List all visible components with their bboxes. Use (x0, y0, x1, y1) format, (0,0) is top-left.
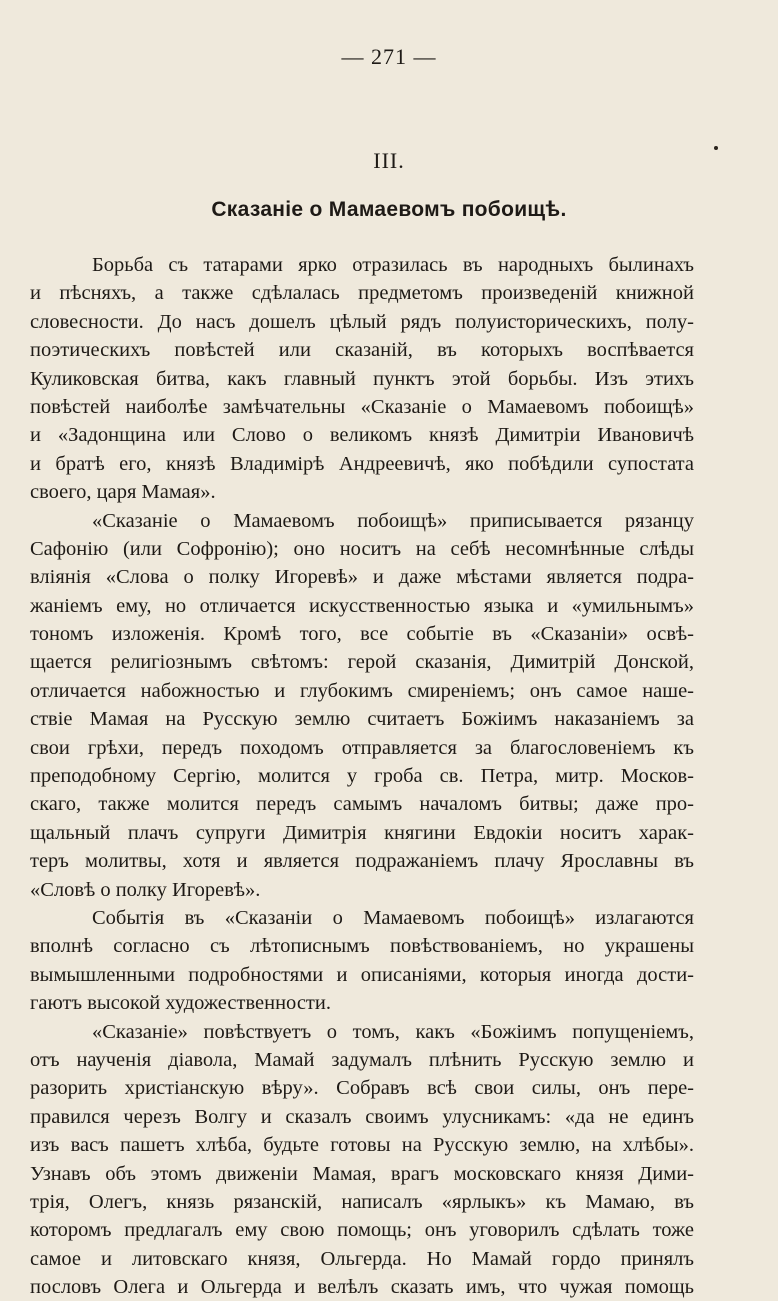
text-line: отличается набожностью и глубокимъ смиреніемъ; онъ самое наше- (30, 679, 694, 702)
text-line: щается религіознымъ свѣтомъ: герой сказанія, Димитрій Донской, (30, 651, 694, 674)
text-line: вымышленными подробностями и описаніями, которыя иногда дости- (30, 963, 694, 986)
text-line: скаго, также молится передъ самымъ началомъ битвы; даже про- (30, 793, 694, 816)
text-line: отъ наученія діавола, Мамай задумалъ плѣнить Русскую землю и (30, 1048, 694, 1071)
text-line: поэтическихъ повѣстей или сказаній, въ которыхъ воспѣвается (30, 339, 694, 362)
text-line: изъ васъ пашетъ хлѣба, будьте готовы на Русскую землю, на хлѣбы». (30, 1134, 694, 1157)
text-line: трія, Олегъ, князь рязанскій, написалъ «ярлыкъ» къ Мамаю, въ (30, 1190, 694, 1213)
text-line: словесности. До насъ дошелъ цѣлый рядъ полуисторическихъ, полу- (30, 310, 694, 333)
chapter-title: Сказаніе о Мамаевомъ побоищѣ. (211, 198, 567, 221)
text-line: самое и литовскаго князя, Ольгерда. Но Мамай гордо принялъ (30, 1247, 694, 1270)
text-line: ствіе Мамая на Русскую землю считаетъ Божіимъ наказаніемъ за (30, 708, 694, 731)
text-line: Узнавъ объ этомъ движеніи Мамая, врагъ московскаго князя Дими- (30, 1162, 694, 1185)
body-text (30, 251, 694, 1301)
text-line: теръ молитвы, хотя и является подражаніемъ плачу Ярославны въ (30, 850, 694, 873)
text-line: тономъ изложенія. Кромѣ того, все событіе въ «Сказаніи» освѣ- (30, 623, 694, 646)
text-line: и пѣсняхъ, а также сдѣлалась предметомъ произведеній книжной (30, 282, 694, 305)
text-line: свои грѣхи, передъ походомъ отправляется за благословеніемъ къ (30, 736, 694, 759)
text-line: и братѣ его, князѣ Владимірѣ Андреевичѣ, яко побѣдили супостата (30, 452, 694, 475)
text-line: гаютъ высокой художественности. (30, 992, 331, 1015)
text-line: жаніемъ ему, но отличается искусственностью языка и «умильнымъ» (30, 594, 694, 617)
text-line: пословъ Олега и Ольгерда и велѣлъ сказать имъ, что чужая помощь (30, 1276, 694, 1299)
text-line: которомъ предлагалъ ему свою помощь; онъ уговорилъ сдѣлать тоже (30, 1219, 694, 1242)
text-line: «Словѣ о полку Игоревѣ». (30, 878, 261, 901)
text-line: Борьба съ татарами ярко отразилась въ народныхъ былинахъ (92, 254, 694, 276)
text-line: «Сказаніе» повѣствуетъ о томъ, какъ «Божіимъ попущеніемъ, (92, 1020, 694, 1043)
text-line: повѣстей наиболѣе замѣчательны «Сказаніе о Мамаевомъ побоищѣ» (30, 395, 694, 418)
text-line: «Сказаніе о Мамаевомъ побоищѣ» приписывается рязанцу (92, 509, 694, 532)
ink-speck (714, 146, 718, 150)
text-line: вполнѣ согласно съ лѣтописнымъ повѣствованіемъ, но украшены (30, 935, 694, 958)
text-line: Куликовская битва, какъ главный пунктъ этой борьбы. Изъ этихъ (30, 367, 694, 390)
text-line: щальный плачъ супруги Димитрія княгини Евдокіи носитъ харак- (30, 821, 694, 844)
chapter-numeral: III. (373, 148, 405, 173)
page-number: — 271 — (341, 44, 437, 69)
text-line: правился черезъ Волгу и сказалъ своимъ улусникамъ: «да не единъ (30, 1105, 694, 1128)
text-line: своего, царя Мамая». (30, 481, 216, 504)
text-line: Сафонію (или Софронію); оно носитъ на себѣ несомнѣнные слѣды (30, 537, 694, 560)
text-line: преподобному Сергію, молится у гроба св. Петра, митр. Москов- (30, 765, 694, 788)
text-line: и «Задонщина или Слово о великомъ князѣ Димитріи Ивановичѣ (30, 424, 694, 447)
text-line: вліянія «Слова о полку Игоревѣ» и даже мѣстами является подра- (30, 566, 694, 589)
text-line: Событія въ «Сказаніи о Мамаевомъ побоищѣ» излагаются (92, 906, 694, 929)
text-line: разорить христіанскую вѣру». Собравъ всѣ свои силы, онъ пере- (30, 1077, 694, 1100)
